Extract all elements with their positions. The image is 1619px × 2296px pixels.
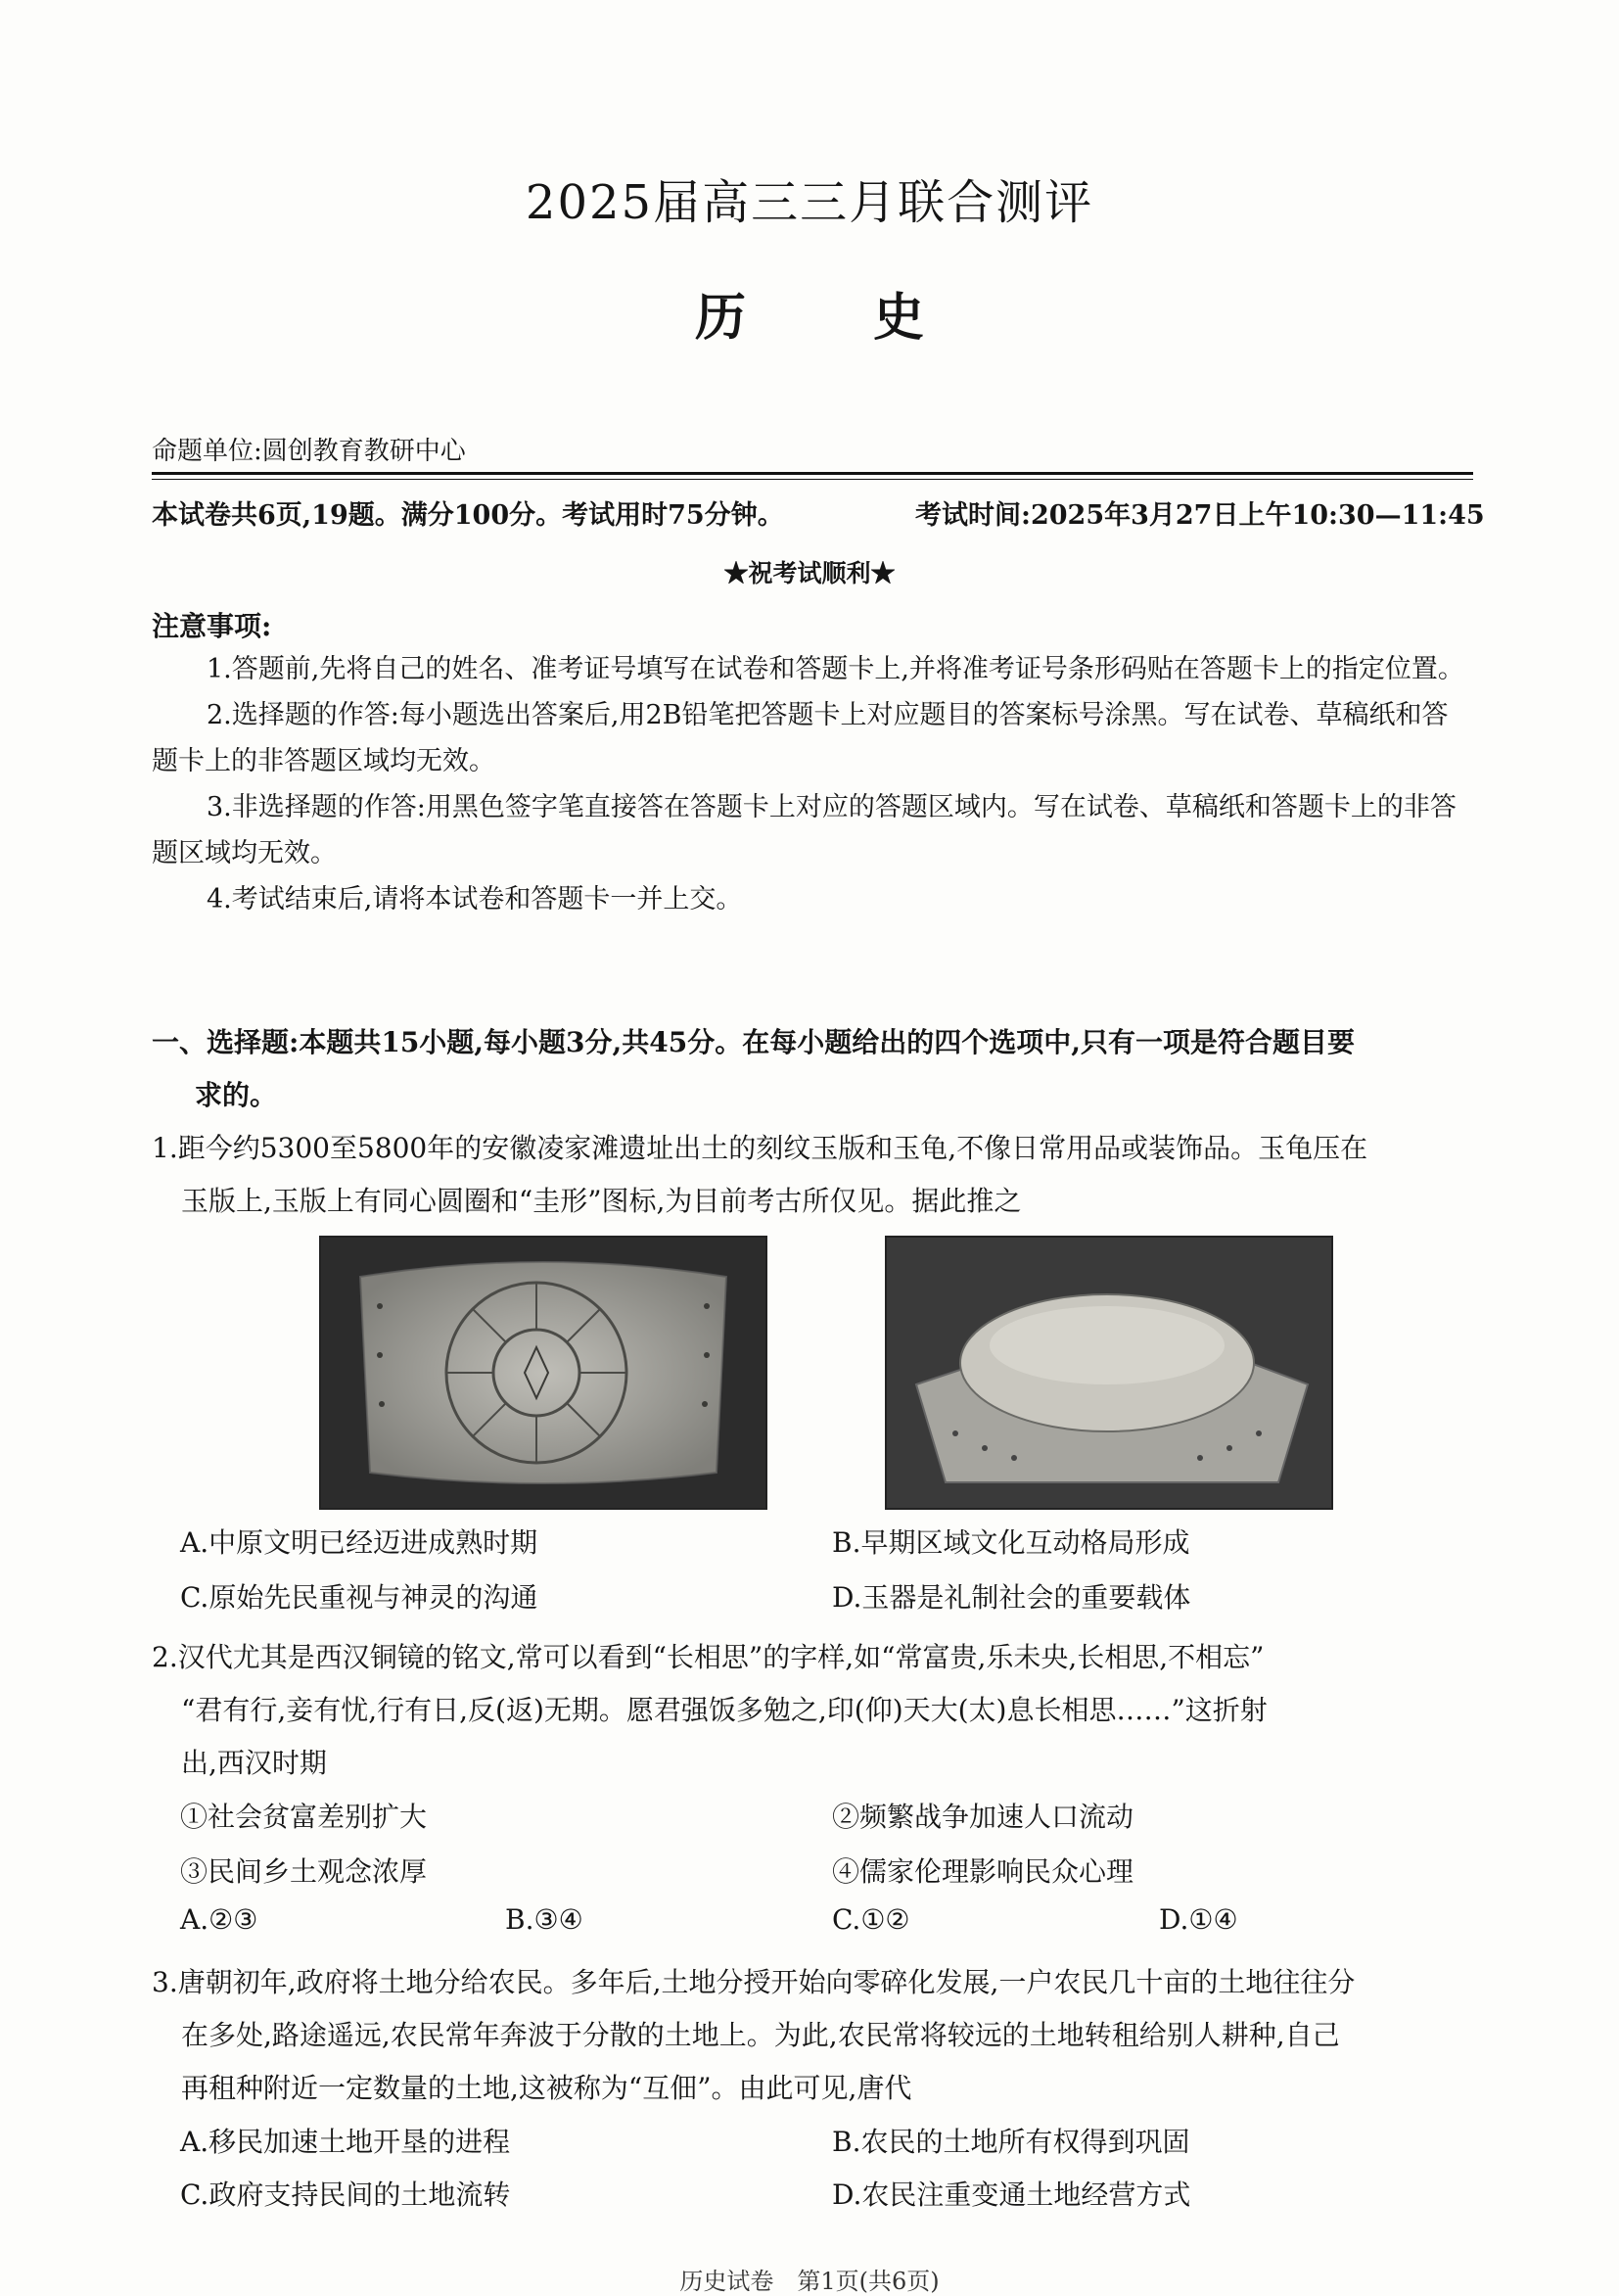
question-3-stem [152,1956,1473,2115]
paper-info: 本试卷共6页,19题。满分100分。考试用时75分钟。 [152,500,784,531]
question-2-statement-3: ③民间乡土观念浓厚 [180,1855,428,1888]
question-3-option-d[interactable]: D.农民注重变通土地经营方式 [832,2179,1191,2211]
section-heading [152,1016,1473,1122]
notice-title: 注意事项: [152,610,272,642]
jade-turtle-image [887,1238,1331,1508]
subject-title [0,276,1619,350]
notice-item: 4.考试结束后,请将本试卷和答题卡一并上交。 [207,884,743,914]
question-3-option-b[interactable]: B.农民的土地所有权得到巩固 [832,2126,1190,2158]
question-1-stem-line2: 玉版上,玉版上有同心圆圈和“圭形”图标,为目前考古所仅见。据此推之 [181,1185,1022,1217]
header-rule-thin [152,479,1473,480]
question-1-option-d[interactable]: D.玉器是礼制社会的重要载体 [832,1581,1191,1614]
question-3-stem-line1: 3.唐朝初年,政府将土地分给农民。多年后,土地分授开始向零碎化发展,一户农民几十亩的土地往往分 [152,1966,1356,1998]
jade-plate-photo [319,1236,767,1510]
question-3-stem-line2: 在多处,路途遥远,农民常年奔波于分散的土地上。为此,农民常将较远的土地转租给别人耕种,自己 [181,2019,1340,2051]
question-1-stem-line1: 1.距今约5300至5800年的安徽凌家滩遗址出土的刻纹玉版和玉龟,不像日常用品或装饰品。玉龟压在 [152,1132,1368,1164]
notice-item: 3.非选择题的作答:用黑色签字笔直接答在答题卡上对应的答题区域内。写在试卷、草稿纸和答题卡上的非答题区域均无效。 [152,792,1457,868]
page-footer: 历史试卷 第1页(共6页) [679,2268,940,2295]
question-3-option-c[interactable]: C.政府支持民间的土地流转 [180,2179,511,2211]
compiler-line: 命题单位:圆创教育教研中心 [152,437,466,466]
header-rule-thick [152,472,1473,475]
notice-list [152,646,1473,922]
question-2-option-d[interactable]: D.①④ [1159,1903,1238,1936]
jade-turtle-photo [885,1236,1333,1510]
subject-char-2: 史 [873,288,925,348]
question-3-stem-line3: 再租种附近一定数量的土地,这被称为“互佃”。由此可见,唐代 [181,2072,912,2104]
question-2-statement-2: ②频繁战争加速人口流动 [832,1801,1134,1833]
question-1-option-b[interactable]: B.早期区域文化互动格局形成 [832,1526,1190,1559]
question-2-stem-line2: “君有行,妾有忧,行有日,反(返)无期。愿君强饭多勉之,印(仰)天大(太)息长相思……”这折射 [181,1694,1268,1726]
notice-item: 1.答题前,先将自己的姓名、准考证号填写在试卷和答题卡上,并将准考证号条形码贴在答题卡上的指定位置。 [207,654,1464,684]
question-2-stem [152,1631,1473,1790]
question-2-statement-1: ①社会贫富差别扩大 [180,1801,428,1833]
good-luck-banner: ★祝考试顺利★ [723,559,896,587]
question-2-option-a[interactable]: A.②③ [180,1903,258,1936]
question-1-option-a[interactable]: A.中原文明已经迈进成熟时期 [180,1526,538,1559]
question-2-option-b[interactable]: B.③④ [505,1903,583,1936]
question-1-option-c[interactable]: C.原始先民重视与神灵的沟通 [180,1581,538,1614]
exam-title: 2025届高三三月联合测评 [525,175,1094,230]
jade-plate-image [321,1238,765,1508]
question-1-stem [152,1122,1473,1228]
question-3-option-a[interactable]: A.移民加速土地开垦的进程 [180,2126,511,2158]
exam-time: 考试时间:2025年3月27日上午10:30—11:45 [915,500,1485,531]
subject-char-1: 历 [694,288,746,348]
notice-item: 2.选择题的作答:每小题选出答案后,用2B铅笔把答题卡上对应题目的答案标号涂黑。写在试卷、草稿纸和答题卡上的非答题区域均无效。 [152,700,1449,776]
question-2-option-c[interactable]: C.①② [832,1903,910,1936]
section-heading-line1: 一、选择题:本题共15小题,每小题3分,共45分。在每小题给出的四个选项中,只有一项是符合题目要 [152,1026,1355,1058]
question-2-statement-4: ④儒家伦理影响民众心理 [832,1855,1134,1888]
question-2-stem-line1: 2.汉代尤其是西汉铜镜的铭文,常可以看到“长相思”的字样,如“常富贵,乐未央,长相思,不相忘” [152,1641,1265,1673]
section-heading-line2: 求的。 [195,1079,278,1111]
question-2-stem-line3: 出,西汉时期 [181,1747,327,1779]
